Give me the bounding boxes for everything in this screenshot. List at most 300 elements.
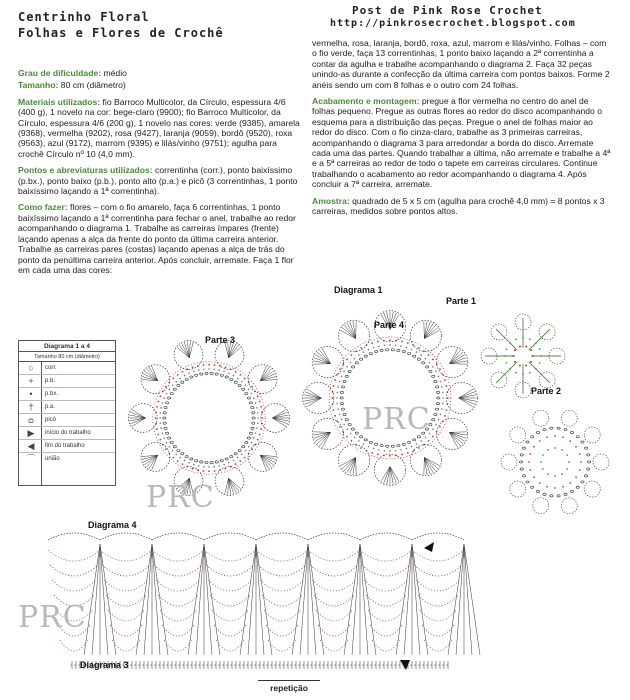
part3-disc [252, 422, 255, 424]
part3-disc [249, 402, 252, 404]
part2-leaves [568, 461, 570, 463]
part4-disc [348, 423, 351, 425]
part3-disc [200, 461, 203, 463]
difficulty-value: médio [101, 68, 127, 78]
part4-disc [400, 449, 402, 451]
part1-flower [515, 338, 517, 340]
post-url[interactable]: http://pinkrosecrochet.blogspot.com [330, 18, 576, 29]
part3-disc [228, 462, 230, 464]
part3-disc [181, 453, 184, 455]
part3-disc [257, 422, 259, 424]
part4-disc [350, 354, 352, 356]
part3-disc [162, 432, 164, 434]
part4-disc [378, 449, 380, 451]
part3-disc [215, 461, 218, 463]
part4-disc [434, 413, 437, 415]
part4-disc [391, 445, 394, 447]
part2-leaves [533, 410, 549, 426]
part3-disc [235, 371, 237, 373]
part3-disc [205, 461, 208, 463]
part3-disc [256, 407, 258, 409]
part3-disc [245, 441, 248, 443]
part2-leaves [579, 469, 581, 471]
part4-disc [442, 397, 444, 399]
part4-disc [337, 408, 339, 410]
diagram4-border [314, 595, 354, 606]
part4-disc [408, 441, 411, 443]
part3-disc [252, 417, 255, 419]
part4-disc [369, 352, 372, 354]
diagram4-border [300, 544, 308, 655]
part2-leaves [580, 461, 582, 463]
part4-disc [384, 344, 386, 346]
part3-disc [253, 437, 255, 439]
part4-disc [380, 445, 383, 447]
part4-disc [389, 344, 391, 346]
part2-leaves [546, 486, 548, 488]
part4-disc [350, 433, 352, 435]
part1-flower [529, 338, 531, 340]
part4-disc [351, 428, 354, 430]
part3-disc [230, 378, 233, 380]
part2-leaves [526, 481, 529, 483]
part4-disc [402, 443, 405, 445]
part3-disc [160, 427, 162, 429]
part3-disc [244, 378, 246, 380]
part2-leaves [529, 469, 531, 471]
part3-disc [157, 401, 159, 403]
part4-disc [341, 419, 343, 421]
legend-title: Diagrama 1 a 4 [19, 341, 115, 352]
watermark: PRC [18, 600, 87, 635]
diagram4-border [308, 533, 360, 540]
part2-leaves [575, 476, 577, 478]
part3-disc [156, 428, 158, 430]
part4-disc [341, 386, 344, 388]
part3-disc [255, 402, 257, 404]
part2-leaves [570, 431, 573, 433]
part1-flower [519, 345, 521, 347]
diagram4-border [144, 544, 152, 655]
part3-disc [235, 463, 237, 465]
part4-disc [446, 409, 448, 411]
diagram4-border [52, 580, 96, 591]
part4-disc [345, 375, 348, 377]
part3-disc [188, 372, 190, 374]
part3-disc [247, 397, 250, 399]
part4-disc [360, 447, 362, 449]
part3-disc [225, 366, 227, 368]
part3-disc [223, 464, 225, 466]
diagram4-border [106, 595, 146, 606]
part3-disc [214, 364, 216, 366]
part2-leaves [569, 440, 571, 442]
part3-disc [170, 392, 173, 394]
part3-disc [203, 466, 205, 468]
part4-disc [341, 408, 344, 410]
part4-disc [442, 403, 444, 405]
legend-label: p.bx. [45, 391, 59, 397]
part3-disc [251, 393, 253, 395]
part2-leaves [587, 468, 590, 470]
part3-disc [259, 434, 261, 436]
diagram4-border [456, 544, 464, 655]
part2-leaves [579, 453, 581, 455]
part4-disc [422, 362, 425, 364]
part4-disc [401, 341, 403, 343]
part3-disc [245, 384, 247, 386]
part3-disc [210, 372, 213, 374]
part3-disc [239, 460, 241, 462]
part3-disc [166, 393, 168, 395]
part2-leaves [593, 454, 609, 470]
part4-disc [444, 379, 446, 381]
diagram4-border [320, 640, 348, 651]
part3-disc [256, 427, 258, 429]
part3-disc [203, 364, 205, 366]
part4-disc [432, 428, 434, 430]
double-crochet-symbol-icon: † [28, 402, 34, 412]
diagram4-border [308, 544, 316, 655]
part3-disc [208, 466, 210, 468]
part3-disc [253, 397, 255, 399]
part3-disc [214, 470, 216, 472]
diagram4-border [104, 580, 148, 591]
legend-subtitle: Tamanho 80 cm (diâmetro) [19, 352, 115, 362]
diagram4-border [152, 550, 204, 561]
part1-label: Parte 1 [446, 296, 477, 306]
part2-leaves [510, 481, 526, 497]
diagram4-border [362, 565, 410, 576]
part3-disc [257, 439, 259, 441]
diagram4-border [158, 595, 198, 606]
part3-disc [203, 369, 205, 371]
part3-disc [220, 374, 223, 376]
part4-disc [429, 362, 431, 364]
part4-disc [339, 426, 341, 428]
diagram4-border [100, 544, 108, 655]
chain-symbol-icon: ○ [28, 363, 34, 373]
size-label: Tamanho: [18, 80, 59, 91]
part3-disc [156, 406, 158, 408]
diagram4-border [310, 565, 358, 576]
part3-disc [208, 368, 210, 370]
part4-disc [408, 352, 411, 354]
diagram4-border [308, 544, 324, 655]
part3-disc [179, 378, 181, 380]
part2-leaves [554, 487, 556, 489]
part2-leaves [564, 493, 567, 495]
part2-leaves [547, 473, 549, 475]
part4-disc [440, 381, 442, 383]
part4-disc [435, 424, 437, 426]
part4-disc [378, 345, 380, 347]
part4-disc [406, 347, 408, 349]
diagram4-border [344, 544, 360, 655]
part1-flower [530, 361, 532, 363]
part4-disc [402, 351, 405, 353]
diagram4-border [368, 610, 404, 621]
part4-disc [435, 386, 438, 388]
part3-disc [163, 412, 166, 414]
legend-label: união [45, 456, 60, 462]
part4-disc [390, 467, 396, 484]
part2-leaves [576, 486, 579, 488]
part3-disc [257, 395, 259, 397]
legend-label: picô [45, 417, 57, 423]
part2-leaves [542, 468, 544, 470]
part3-disc [163, 422, 166, 424]
part4-disc [417, 358, 420, 360]
part1-flower [529, 372, 531, 374]
diagram4-border [50, 565, 98, 576]
part3-disc [237, 378, 239, 380]
diagram4-border [48, 550, 100, 561]
diagram4-border [366, 595, 406, 606]
part2-leaves [533, 446, 535, 448]
part2-leaves [584, 475, 587, 477]
part3-disc [242, 388, 245, 390]
part3-disc [165, 432, 168, 434]
diagram4-border [414, 565, 462, 576]
part3-disc [208, 364, 210, 366]
part4-disc [354, 437, 356, 439]
part2-leaves [584, 447, 587, 449]
diagram4-border [256, 544, 264, 655]
part4-disc [360, 358, 363, 360]
part3-disc [172, 457, 174, 459]
part4-disc [340, 403, 343, 405]
part4-disc [434, 380, 437, 382]
part4-disc [345, 419, 348, 421]
part4-disc [375, 351, 378, 353]
part4-disc [437, 397, 440, 399]
part3-disc [169, 388, 171, 390]
part4-disc [340, 391, 343, 393]
part2-leaves [566, 468, 568, 470]
diagram4-border [404, 544, 412, 655]
part4-disc [401, 454, 403, 456]
part3-disc [172, 378, 174, 380]
diagram4-border [264, 610, 300, 621]
part4-disc [436, 391, 439, 393]
part4-disc [355, 432, 358, 434]
part4-disc [377, 341, 379, 343]
part4-disc [348, 370, 351, 372]
part3-disc [251, 427, 254, 429]
part4-disc [441, 408, 443, 410]
part3-disc [177, 374, 179, 376]
part4-disc [334, 415, 336, 417]
part2-leaves [576, 436, 579, 438]
slip-stitch-symbol-icon: • [29, 389, 33, 399]
diagram4-label: Diagrama 4 [88, 520, 137, 530]
part3-disc [192, 366, 194, 368]
diagram4-border [48, 533, 100, 540]
stitches-value: correntinha (corr.), ponto baixíssimo (p.bx.), ponto baixo (p.b.), ponto alto (p.a.) e picô (3 correntinhas, 1 ponto baixíssimo laçando a 1ª correntinha). [18, 165, 298, 197]
part3-disc [184, 460, 186, 462]
diagram4-border [416, 580, 460, 591]
part4-disc [416, 443, 418, 445]
diagram4-border [92, 544, 100, 655]
part3-disc [228, 372, 230, 374]
part3-disc [198, 465, 200, 467]
part3-disc [198, 369, 200, 371]
part4-disc [333, 385, 335, 387]
diagram4-border [262, 595, 302, 606]
part4-disc [432, 436, 434, 438]
part3-disc [190, 376, 193, 378]
diagram4-border [162, 625, 194, 636]
diagram4-border [448, 544, 464, 655]
part4-disc [438, 419, 440, 421]
part4-disc [420, 354, 422, 356]
part4-disc [446, 385, 448, 387]
part4-disc [432, 375, 435, 377]
part3-disc [195, 374, 198, 376]
part4-disc [418, 347, 420, 349]
part2-leaves [519, 461, 522, 463]
part1-flower [505, 362, 507, 364]
diagram4-border [464, 544, 472, 655]
watermark: PRC [146, 480, 215, 515]
part1-flower [530, 349, 532, 351]
part3-disc [160, 422, 162, 424]
diagram4-border [216, 640, 244, 651]
part4-disc [439, 368, 441, 370]
diagram4-border [100, 544, 116, 655]
part4-disc [346, 428, 348, 430]
diagram4-border [412, 544, 420, 655]
part3-disc [172, 384, 174, 386]
part4-disc [441, 386, 443, 388]
diagram4-border [308, 550, 360, 561]
part4-disc [336, 397, 338, 399]
part3-disc [241, 454, 243, 456]
part2-leaves [584, 427, 600, 443]
part2-leaves [529, 453, 531, 455]
part3-disc [233, 375, 235, 377]
part2-leaves [528, 461, 530, 463]
diagram4-border [412, 544, 428, 655]
part4-disc [355, 362, 358, 364]
part1-flower [496, 362, 517, 383]
part4-disc [384, 450, 386, 452]
part1-flower [529, 329, 550, 350]
part2-leaves [587, 454, 590, 456]
part4-disc [442, 392, 444, 394]
part3-disc [255, 432, 257, 434]
part3-disc [218, 369, 220, 371]
part3-disc [238, 449, 241, 451]
part3-disc [260, 428, 262, 430]
diagram4-border [418, 595, 458, 606]
part4-disc [375, 443, 378, 445]
part4-disc [395, 344, 397, 346]
diagram4-border [318, 625, 350, 636]
part3-disc [181, 463, 183, 465]
part4-disc [371, 342, 373, 344]
difficulty-label: Grau de dificuldade: [18, 68, 102, 78]
pattern-title-line1: Centrinho Floral [18, 10, 150, 24]
part2-leaves [543, 493, 546, 495]
part4-disc [428, 440, 430, 442]
part3-disc [244, 457, 246, 459]
part4-disc [342, 431, 344, 433]
watermark: PRC [362, 402, 431, 437]
part3-disc [248, 446, 250, 448]
part1-flower [525, 365, 527, 367]
diagram4-border [256, 544, 272, 655]
repeat-label: repetição [258, 680, 320, 693]
part4-disc [337, 386, 339, 388]
diagram4-border [240, 544, 256, 655]
part4-disc [459, 392, 476, 398]
materials-label: Materiais utilizados: [18, 96, 101, 107]
diagram4-border [160, 610, 196, 621]
diagram4-border [214, 625, 246, 636]
part4-disc [389, 339, 391, 341]
part2-leaves [561, 449, 563, 451]
part4-disc [336, 403, 338, 405]
diagram4-border [412, 533, 464, 540]
part2-leaves [569, 482, 571, 484]
diagram4-border [204, 550, 256, 561]
part3-disc [218, 465, 220, 467]
diagram4-border [412, 550, 464, 561]
diagram4-border [424, 640, 452, 651]
part3-disc [185, 378, 188, 380]
part3-disc [213, 466, 215, 468]
part3-disc [252, 412, 255, 414]
how-to-label: Como fazer: [18, 202, 68, 213]
diagram4-border [260, 580, 304, 591]
part2-leaves [522, 475, 525, 477]
part4-disc [389, 450, 391, 452]
part4-disc [369, 441, 372, 443]
part3-disc [247, 437, 250, 439]
part3-disc [257, 417, 259, 419]
part4-disc [336, 392, 338, 394]
part3-disc [248, 388, 250, 390]
diagram4-border [360, 544, 376, 655]
part4-disc [350, 440, 352, 442]
part2-leaves [562, 436, 564, 438]
part3-disc [225, 376, 228, 378]
part4-disc [377, 454, 379, 456]
diagram4-border [268, 640, 296, 651]
part3-disc [159, 395, 161, 397]
part4-disc [435, 408, 438, 410]
size-value: 80 cm (diâmetro) [58, 80, 126, 91]
part3-disc [166, 442, 168, 444]
part1-flower [539, 348, 541, 350]
part4-disc [339, 368, 341, 370]
part4-disc [343, 413, 346, 415]
part2-leaves [554, 435, 556, 437]
diagram4-border [248, 544, 256, 655]
part4-disc [341, 376, 343, 378]
diagram4-border [152, 544, 160, 655]
part1-flower [519, 365, 521, 367]
part3-disc [260, 406, 262, 408]
part1-flower [514, 349, 516, 351]
part3-disc [173, 388, 176, 390]
part4-disc [305, 392, 322, 398]
part3-disc [245, 450, 247, 452]
part4-disc [438, 376, 440, 378]
diagram3-label: Diagrama 3 [80, 660, 129, 670]
